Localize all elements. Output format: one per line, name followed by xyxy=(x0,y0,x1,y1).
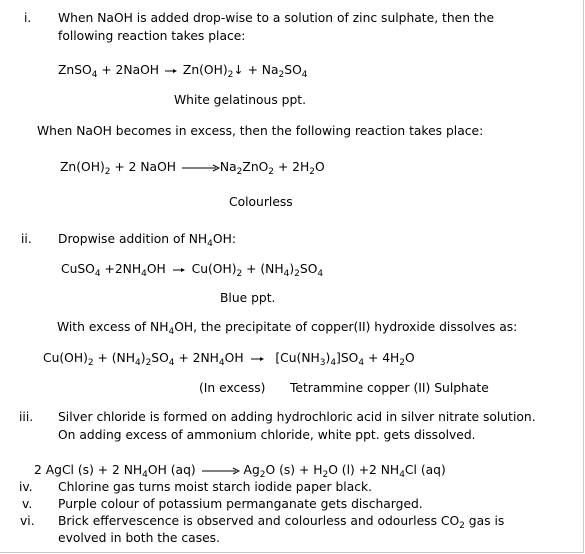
reaction-arrow-icon xyxy=(200,467,240,475)
text-naoh-excess: When NaOH becomes in excess, then the following reaction takes place: xyxy=(37,124,484,138)
item-i-text-1: When NaOH is added drop-wise to a solution of zinc sulphate, then the xyxy=(58,11,495,25)
item-numeral-i: i. xyxy=(24,11,32,25)
label-blue-ppt: Blue ppt. xyxy=(220,291,276,305)
item-vi-text-1: Brick effervescence is observed and colourless and odourless $CO_2$ gas is xyxy=(58,514,505,531)
item-iii-text-1: Silver chloride is formed on adding hydrochloric acid in silver nitrate solution. xyxy=(58,410,536,424)
item-numeral-iii: iii. xyxy=(19,410,34,424)
reaction-arrow-icon xyxy=(163,67,179,75)
reaction-arrow-icon xyxy=(180,164,220,172)
item-numeral-v: v. xyxy=(22,497,33,511)
item-numeral-ii: ii. xyxy=(21,232,32,246)
equation-zinc-hydroxide-formation: ZnSO$_4$ + 2NaOH $Zn(OH)_2↓ + Na_2SO_4$ xyxy=(58,63,308,80)
item-ii-text: Dropwise addition of $NH_4OH$: xyxy=(58,232,236,249)
equation-tetrammine-complex: $Cu(OH)_2 + (NH_4)_2SO_4 + 2NH_4OH$ $[Cu(NH_3)_4]SO_4 + 4H_2O$ xyxy=(43,351,415,368)
item-numeral-iv: iv. xyxy=(19,480,33,494)
item-numeral-vi: vi. xyxy=(20,514,35,528)
item-v-text: Purple colour of potassium permanganate gets discharged. xyxy=(58,497,423,511)
item-iii-text-2: On adding excess of ammonium chloride, white ppt. gets dissolved. xyxy=(58,428,476,442)
label-in-excess: (In excess) xyxy=(199,381,266,395)
equation-copper-hydroxide-formation: CuSO$_4$ $+2NH_4OH$ $Cu(OH)_2 + (NH_4)_2SO_4$ xyxy=(61,262,324,279)
item-vi-text-2: evolved in both the cases. xyxy=(58,531,220,545)
text-nh4oh-excess: With excess of $NH_4OH$, the precipitate of copper(II) hydroxide dissolves as: xyxy=(57,320,518,337)
reaction-arrow-icon xyxy=(170,266,188,274)
item-i-text-2: following reaction takes place: xyxy=(58,29,246,43)
reaction-arrow-icon xyxy=(248,355,268,363)
label-complex-name: Tetrammine copper (II) Sulphate xyxy=(290,381,489,395)
label-white-gelatinous-ppt: White gelatinous ppt. xyxy=(174,93,306,107)
equation-silver-oxide: 2 AgCl (s) + 2 $NH_4OH$ (aq) $Ag_2O$ $(s) + H_2O$ (l) +2 $NH_4Cl$ (aq) xyxy=(34,463,446,480)
label-colourless: Colourless xyxy=(229,195,293,209)
item-iv-text: Chlorine gas turns moist starch iodide paper black. xyxy=(58,480,373,494)
equation-sodium-zincate: $Zn(OH)_2 + 2$ NaOH $Na_2ZnO_2 + 2H_2O$ xyxy=(60,160,325,177)
